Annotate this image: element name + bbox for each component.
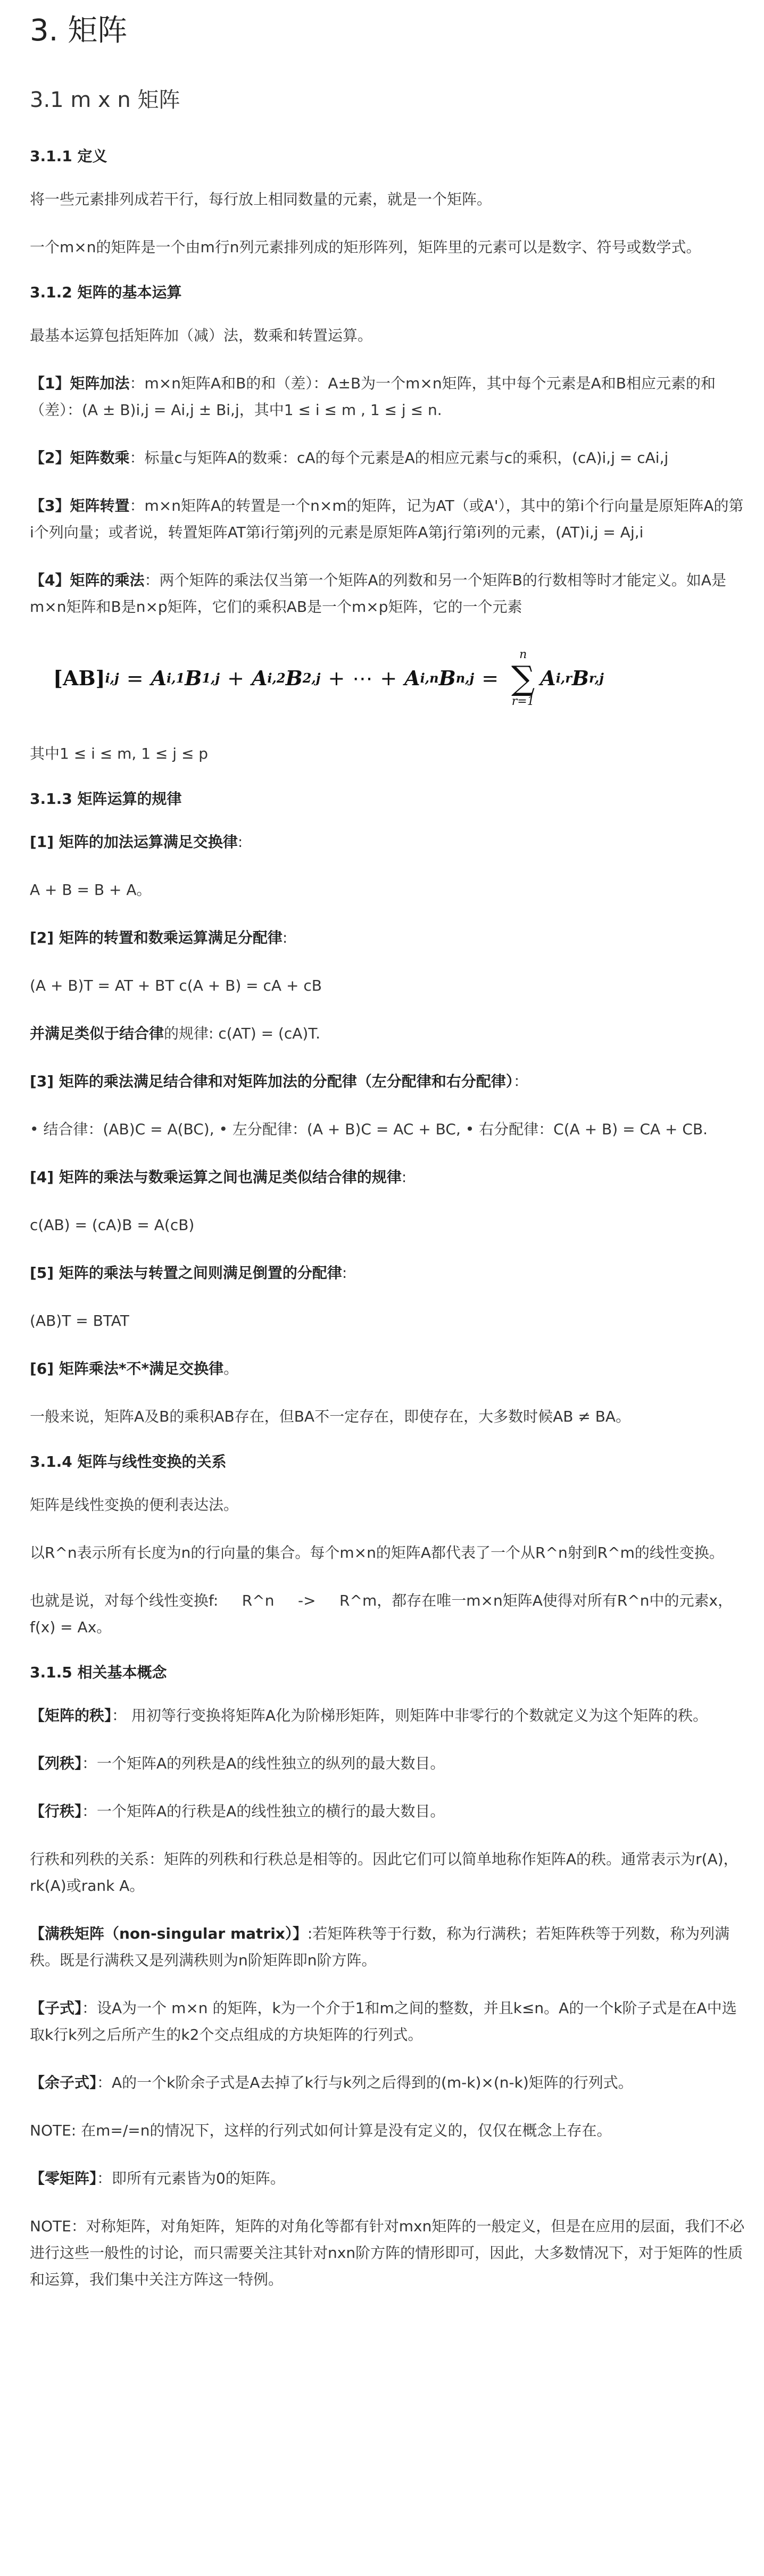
concept-zero-matrix	[30, 2165, 746, 2192]
rule-heading	[30, 1164, 746, 1191]
paragraph-transpose	[30, 493, 746, 546]
paragraph: (A + B)T = AT + BT c(A + B) = cA + cB	[30, 977, 322, 994]
paragraph: 最基本运算包括矩阵加（减）法，数乘和转置运算。	[30, 327, 373, 344]
formula-term: B	[185, 666, 202, 690]
subsection-title-linear-transform: 3.1.4 矩阵与线性变换的关系	[30, 1453, 227, 1470]
concept-rank	[30, 1702, 746, 1729]
rule-heading	[30, 1068, 746, 1095]
body-text: ：即所有元素皆为0的矩阵。	[97, 2170, 285, 2187]
body-text: :若矩阵秩等于行数，称为行满秩；若矩阵秩等于列数，称为列满秩。既是行满秩又是列满秩则为n阶矩阵即n阶方阵。	[30, 1925, 730, 1969]
paragraph: c(AB) = (cA)B = A(cB)	[30, 1216, 195, 1234]
concept-minor	[30, 1995, 746, 2048]
paragraph: 将一些元素排列成若干行，每行放上相同数量的元素，就是一个矩阵。	[30, 190, 492, 208]
concept-complementary-minor	[30, 2070, 746, 2096]
lead-text: 【3】矩阵转置	[30, 497, 130, 514]
lead-text: 【2】矩阵数乘	[30, 449, 130, 467]
paragraph: 其中1 ≤ i ≤ m, 1 ≤ j ≤ p	[30, 745, 209, 762]
formula-term: A	[251, 666, 268, 690]
body-text: ：两个矩阵的乘法仅当第一个矩阵A的列数和另一个矩阵B的行数相等时才能定义。如A是m×n矩阵和B是n×p矩阵，它们的乘积AB是一个m×p矩阵，它的一个元素	[30, 571, 727, 616]
formula-sub: i,j	[105, 670, 119, 686]
formula-equals: =	[126, 667, 144, 690]
colon: :	[237, 833, 243, 851]
formula-sub: r,j	[589, 670, 604, 686]
formula-sub: 1,j	[202, 670, 220, 686]
summation-symbol	[511, 649, 535, 708]
formula-sub: i,1	[167, 670, 185, 686]
formula-sub: i,r	[555, 670, 572, 686]
lead-text: [1] 矩阵的加法运算满足交换律	[30, 833, 238, 851]
formula-lhs: [AB]	[53, 666, 105, 690]
section-title: 3.1 m x n 矩阵	[30, 88, 180, 112]
rule-heading	[30, 1260, 746, 1286]
paragraph-scalar-multiplication	[30, 445, 746, 471]
paragraph	[30, 1020, 746, 1047]
paragraph: A + B = B + A。	[30, 881, 152, 899]
colon: ：	[513, 1073, 528, 1090]
formula-term: A	[151, 666, 167, 690]
colon: :	[282, 929, 288, 946]
formula-term: B	[285, 666, 303, 690]
paragraph: 也就是说，对每个线性变换f: R^n -> R^m，都存在唯一m×n矩阵A使得对所有R^n中的元素x，f(x) = Ax。	[30, 1592, 733, 1636]
formula-sub: n,j	[455, 670, 475, 686]
lead-text: [5] 矩阵的乘法与转置之间则满足倒置的分配律	[30, 1264, 342, 1282]
body-text: ：设A为一个 m×n 的矩阵，k为一个介于1和m之间的整数，并且k≤n。A的一个k阶子式是在A中选取k行k列之后所产生的k2个交点组成的方块矩阵的行列式。	[30, 1999, 737, 2043]
lead-text: 【4】矩阵的乘法	[30, 571, 145, 589]
lead-text: [4] 矩阵的乘法与数乘运算之间也满足类似结合律的规律	[30, 1168, 402, 1186]
lead-text: 【列秩】	[30, 1755, 82, 1772]
lead-text: [2] 矩阵的转置和数乘运算满足分配律	[30, 929, 283, 946]
lead-text: 【矩阵的秩】	[30, 1707, 112, 1724]
formula-equals: =	[481, 667, 499, 690]
subsection-title-concepts: 3.1.5 相关基本概念	[30, 1664, 167, 1681]
paragraph: 行秩和列秩的关系：矩阵的列秩和行秩总是相等的。因此它们可以简单地称作矩阵A的秩。通常表示为r(A)，rk(A)或rank A。	[30, 1850, 738, 1894]
rule-heading	[30, 1356, 746, 1382]
subsection-title-definition: 3.1.1 定义	[30, 147, 107, 165]
concept-row-rank	[30, 1798, 746, 1825]
body-text: ：一个矩阵A的行秩是A的线性独立的横行的最大数目。	[82, 1802, 445, 1820]
note: NOTE: 在m=/=n的情况下，这样的行列式如何计算是没有定义的，仅仅在概念上存在。	[30, 2122, 612, 2139]
period: 。	[223, 1360, 239, 1377]
sum-lower: r=1	[511, 695, 535, 708]
body-text: ：m×n矩阵A和B的和（差）：A±B为一个m×n矩阵，其中每个元素是A和B相应元素的和（差）：(A ± B)i,j = Ai,j ± Bi,j，其中1 ≤ i ≤ m , 1 ≤ j ≤ n.	[30, 375, 716, 419]
rule-heading	[30, 829, 746, 855]
lead-text: 【行秩】	[30, 1802, 82, 1820]
paragraph: 以R^n表示所有长度为n的行向量的集合。每个m×n的矩阵A都代表了一个从R^n射到R^m的线性变换。	[30, 1544, 724, 1561]
lead-text: [6] 矩阵乘法*不*满足交换律	[30, 1360, 224, 1377]
lead-text: 【子式】	[30, 1999, 82, 2017]
paragraph: (AB)T = BTAT	[30, 1312, 129, 1329]
body-text: ：标量c与矩阵A的数乘：cA的每个元素是A的相应元素与c的乘积，(cA)i,j = cAi,j	[129, 449, 669, 467]
formula-sub: i,n	[420, 670, 439, 686]
body-text: 的规律: c(AT) = (cA)T.	[164, 1025, 321, 1042]
lead-text: 【满秩矩阵（non-singular matrix）】	[30, 1925, 308, 1942]
subsection-title-basic-ops: 3.1.2 矩阵的基本运算	[30, 284, 182, 301]
formula-plus: +	[328, 667, 345, 690]
paragraph-matrix-addition	[30, 370, 746, 423]
concept-full-rank	[30, 1921, 746, 1974]
formula-sub: i,2	[267, 670, 286, 686]
body-text: ：一个矩阵A的列秩是A的线性独立的纵列的最大数目。	[82, 1755, 445, 1772]
subsection-title-rules: 3.1.3 矩阵运算的规律	[30, 790, 182, 808]
note: NOTE：对称矩阵，对角矩阵，矩阵的对角化等都有针对mxn矩阵的一般定义，但是在应用的层面，我们不必进行这些一般性的讨论，而只需要关注其针对nxn阶方阵的情形即可，因此，大多数情况下，对于矩阵的性质和运算，我们集中关注方阵这一特例。	[30, 2217, 745, 2288]
formula-term: A	[404, 666, 420, 690]
formula-plus: +	[227, 667, 244, 690]
formula-term: A	[540, 666, 556, 690]
paragraph-multiplication	[30, 567, 746, 620]
paragraph: 一般来说，矩阵A及B的乘积AB存在，但BA不一定存在，即使存在，大多数时候AB ≠ BA。	[30, 1408, 631, 1425]
sum-upper: n	[519, 648, 527, 661]
concept-column-rank	[30, 1750, 746, 1777]
lead-text: 【余子式】	[30, 2074, 97, 2091]
body-text: ：m×n矩阵A的转置是一个n×m的矩阵，记为AT（或A'），其中的第i个行向量是原矩阵A的第i个列向量；或者说，转置矩阵AT第i行第j列的元素是原矩阵A第j行第i列的元素，(AT)i,j = Aj,i	[30, 497, 744, 541]
colon: :	[342, 1264, 347, 1282]
sigma-icon: ∑	[511, 659, 535, 697]
paragraph: 一个m×n的矩阵是一个由m行n列元素排列成的矩形阵列，矩阵里的元素可以是数字、符号或数学式。	[30, 238, 701, 256]
paragraph: • 结合律：(AB)C = A(BC), • 左分配律：(A + B)C = AC + BC, • 右分配律：C(A + B) = CA + CB.	[30, 1120, 708, 1138]
matrix-product-formula	[53, 649, 746, 708]
lead-text: [3] 矩阵的乘法满足结合律和对矩阵加法的分配律（左分配律和右分配律）	[30, 1073, 513, 1090]
formula-sub: 2,j	[302, 670, 321, 686]
formula-plus: +	[380, 667, 397, 690]
paragraph: 矩阵是线性变换的便利表达法。	[30, 1496, 239, 1514]
lead-text: 并满足类似于结合律	[30, 1025, 164, 1042]
colon: :	[401, 1168, 407, 1186]
lead-text: 【零矩阵】	[30, 2170, 97, 2187]
lead-text: 【1】矩阵加法	[30, 375, 130, 392]
chapter-title: 3. 矩阵	[30, 13, 128, 48]
body-text: ： 用初等行变换将矩阵A化为阶梯形矩阵，则矩阵中非零行的个数就定义为这个矩阵的秩。	[112, 1707, 708, 1724]
rule-heading	[30, 925, 746, 951]
formula-dots: ⋯	[352, 667, 373, 690]
formula-term: B	[571, 666, 589, 690]
formula-term: B	[438, 666, 456, 690]
body-text: ：A的一个k阶余子式是A去掉了k行与k列之后得到的(m-k)×(n-k)矩阵的行列式。	[97, 2074, 633, 2091]
